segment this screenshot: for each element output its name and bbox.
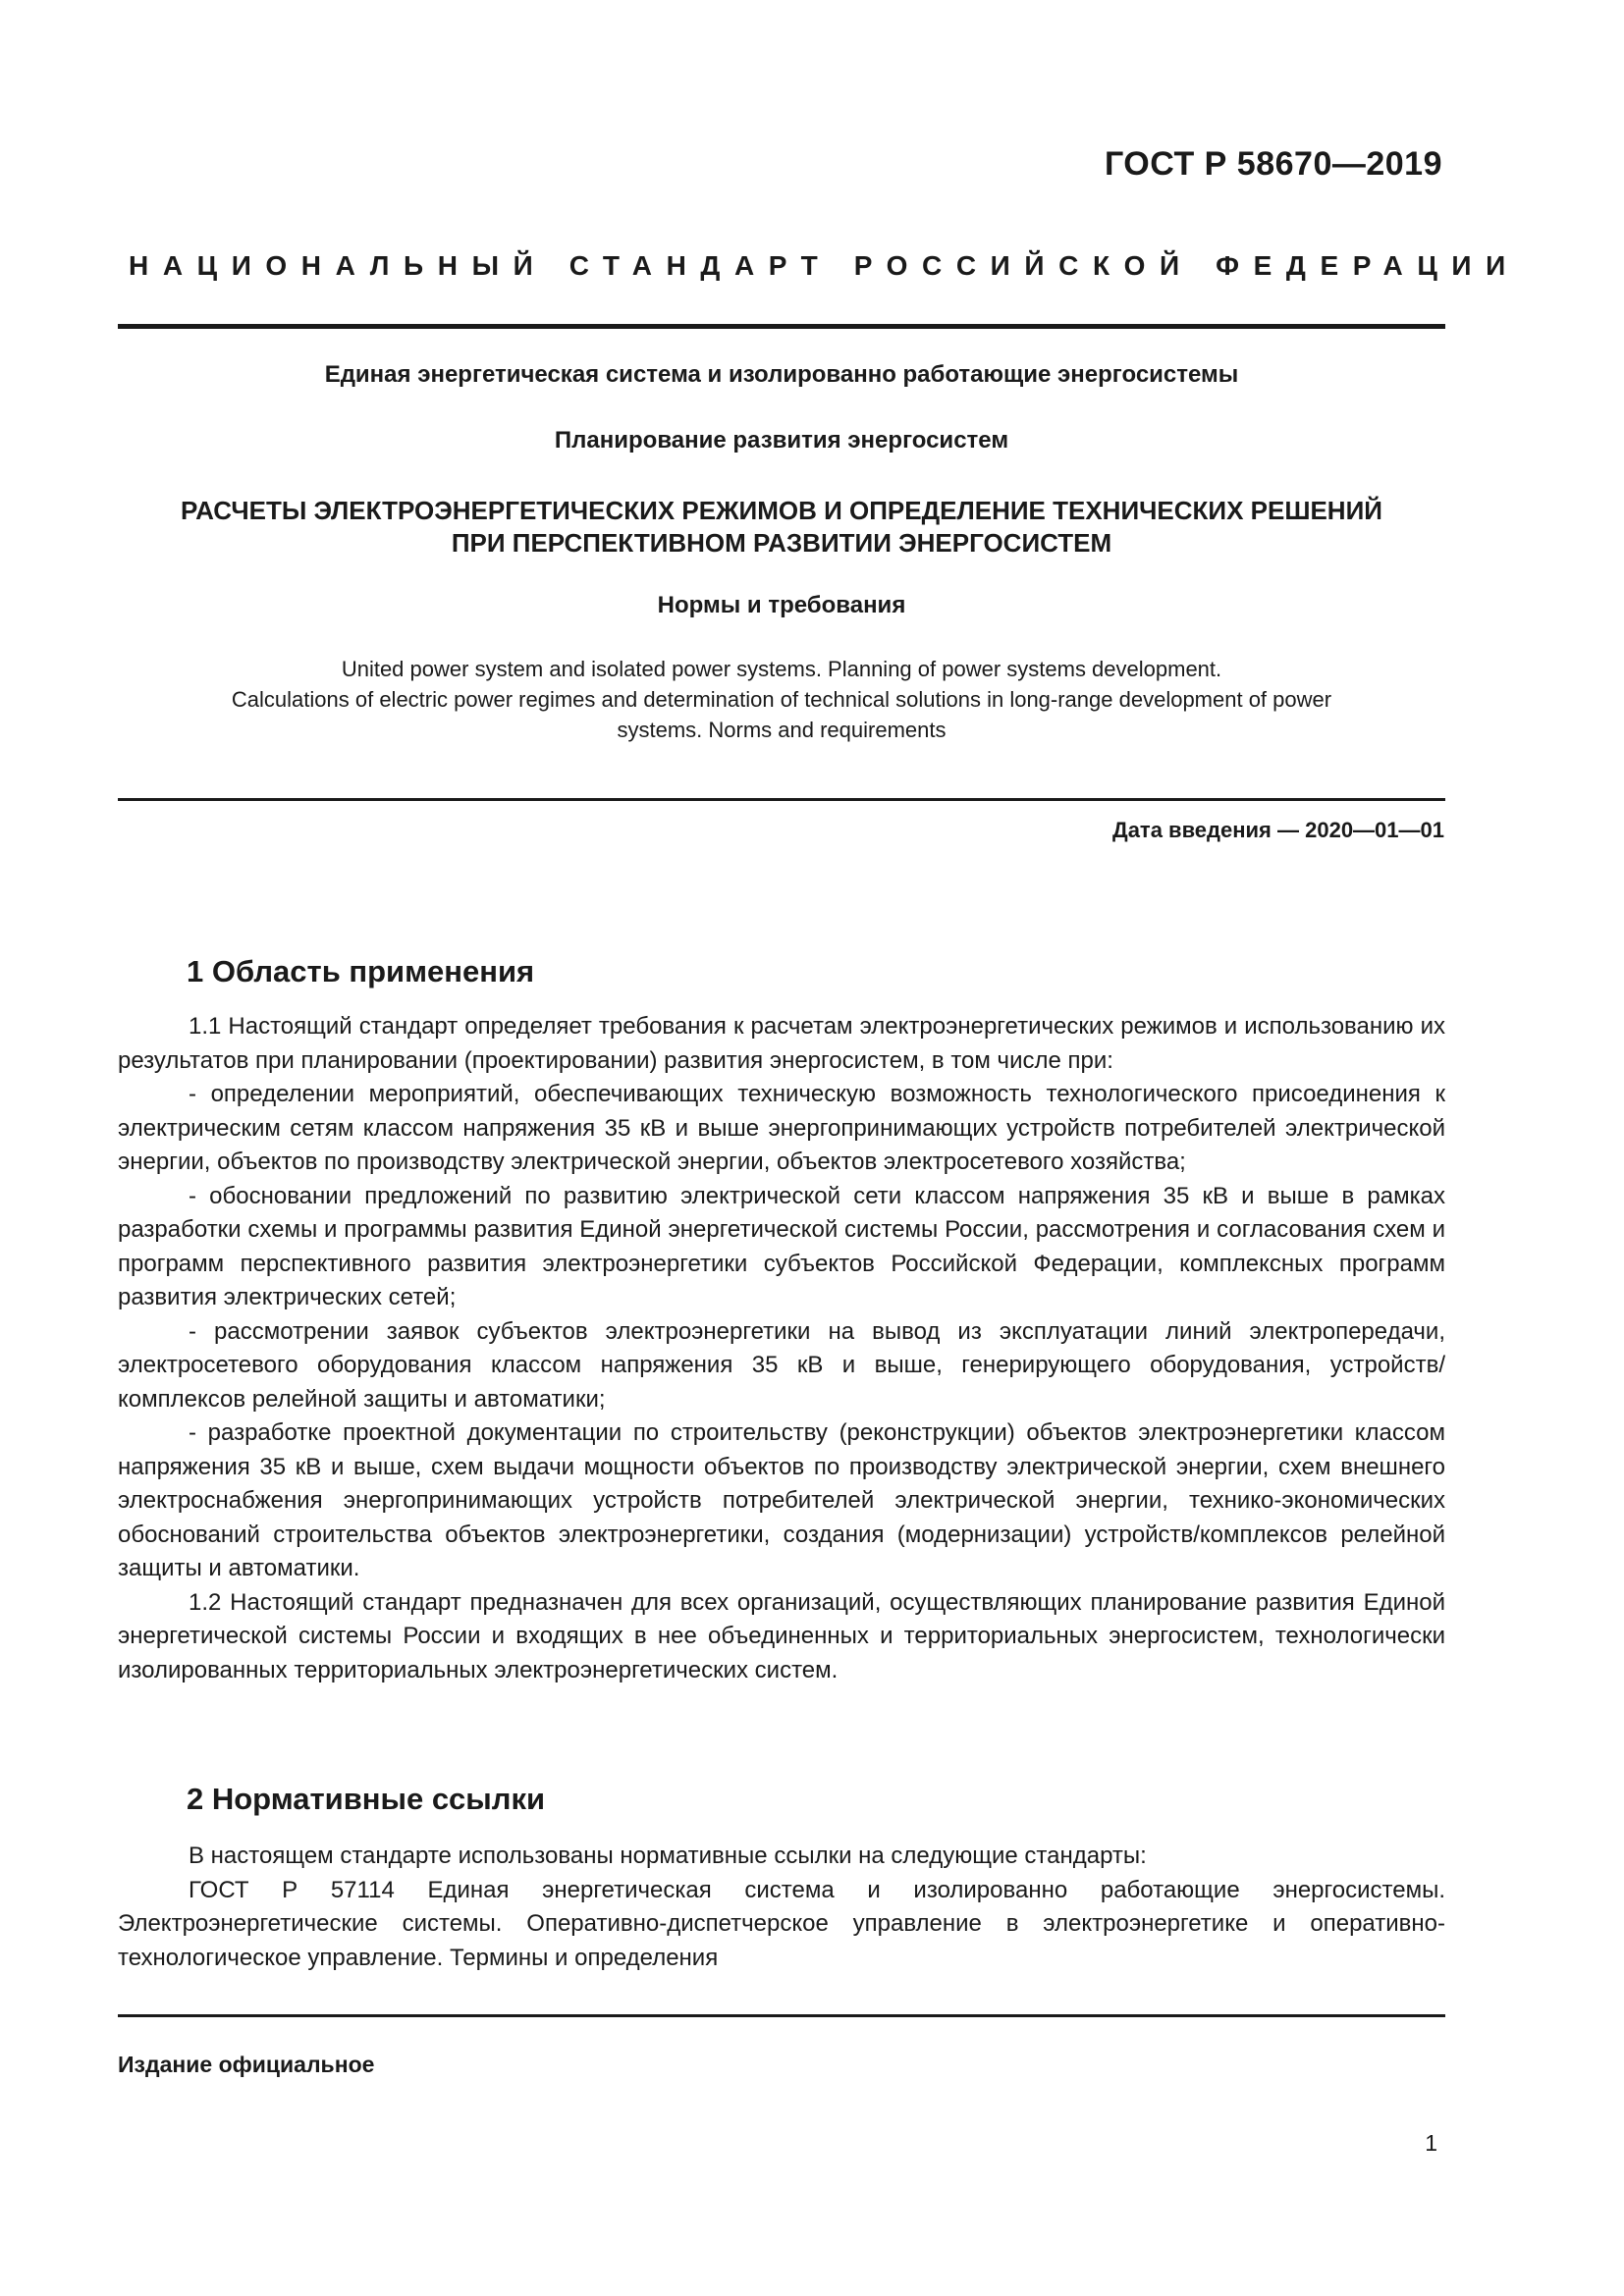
system-title: Единая энергетическая система и изолированно работающие энергосистемы (324, 361, 1239, 388)
section-2-heading: 2 Нормативные ссылки (187, 1782, 546, 1816)
official-edition-label: Издание официальное (118, 2052, 375, 2077)
section-1-body (118, 1010, 1445, 1687)
main-title-line-2: ПРИ ПЕРСПЕКТИВНОМ РАЗВИТИИ ЭНЕРГОСИСТЕМ (451, 528, 1112, 558)
english-title-line-3: systems. Norms and requirements (617, 718, 947, 742)
document-number: ГОСТ Р 58670—2019 (1104, 145, 1442, 183)
introduction-date: Дата введения — 2020—01—01 (1112, 818, 1444, 842)
paragraph: 1.1 Настоящий стандарт определяет требования к расчетам электроэнергетических режимов и использованию их результатов при планировании (проектировании) развития энергосистем, в том числе при: (118, 1013, 1445, 1074)
main-title (118, 495, 1445, 560)
english-title-line-1: United power system and isolated power systems. Planning of power systems development. (341, 657, 1222, 681)
english-title (118, 654, 1445, 745)
section-1-heading: 1 Область применения (187, 954, 535, 988)
national-standard-title: НАЦИОНАЛЬНЫЙ СТАНДАРТ РОССИЙСКОЙ ФЕДЕРАЦИИ (129, 250, 1520, 281)
list-item: - определении мероприятий, обеспечивающих техническую возможность технологического присоединения к электрическим сетям классом напряжения 35 кВ и выше энергопринимающих устройств потребителей электрической энергии, объектов по производству электрической энергии, объектов электросетевого хозяйства; (118, 1081, 1445, 1175)
planning-title: Планирование развития энергосистем (554, 427, 1009, 454)
page-number: 1 (1425, 2130, 1437, 2156)
list-item: - рассмотрении заявок субъектов электроэнергетики на вывод из эксплуатации линий электропередачи, электросетевого оборудования классом напряжения 35 кВ и выше, генерирующего оборудования, устройств/комплексов релейной защиты и автоматики; (118, 1317, 1445, 1413)
footer-divider (118, 2014, 1445, 2017)
section-2-body (118, 1840, 1445, 1975)
list-item: - обосновании предложений по развитию электрической сети классом напряжения 35 кВ и выше в рамках разработки схемы и программы развития Единой энергетической системы России, рассмотрения и согласования схем и программ перспективного развития электроэнергетики субъектов Российской Федерации, комплексных программ развития электрических сетей; (118, 1182, 1445, 1310)
reference-entry: ГОСТ Р 57114 Единая энергетическая система и изолированно работающие энергосистемы. Электроэнергетические системы. Оперативно-диспетчерское управление в электроэнергетике и оперативно-технологическое управление. Термины и определения (118, 1876, 1445, 1971)
title-divider (118, 798, 1445, 801)
list-item: - разработке проектной документации по строительству (реконструкции) объектов электроэнергетики классом напряжения 35 кВ и выше, схем выдачи мощности объектов по производству электрической энергии, схем внешнего электроснабжения энергопринимающих устройств потребителей электрической энергии, технико-экономических обоснований строительства объектов электроэнергетики, создания (модернизации) устройств/комплексов релейной защиты и автоматики. (118, 1419, 1445, 1581)
main-title-line-1: РАСЧЕТЫ ЭЛЕКТРОЭНЕРГЕТИЧЕСКИХ РЕЖИМОВ И ОПРЕДЕЛЕНИЕ ТЕХНИЧЕСКИХ РЕШЕНИЙ (181, 496, 1382, 525)
paragraph: 1.2 Настоящий стандарт предназначен для всех организаций, осуществляющих планирование развития Единой энергетической системы России и входящих в нее объединенных и территориальных энергосистем, технологически изолированных территориальных электроэнергетических систем. (118, 1588, 1445, 1683)
paragraph: В настоящем стандарте использованы нормативные ссылки на следующие стандарты: (189, 1842, 1147, 1869)
norms-title: Нормы и требования (657, 592, 906, 618)
top-divider (118, 324, 1445, 329)
english-title-line-2: Calculations of electric power regimes and determination of technical solutions in long-range development of power (231, 687, 1332, 712)
